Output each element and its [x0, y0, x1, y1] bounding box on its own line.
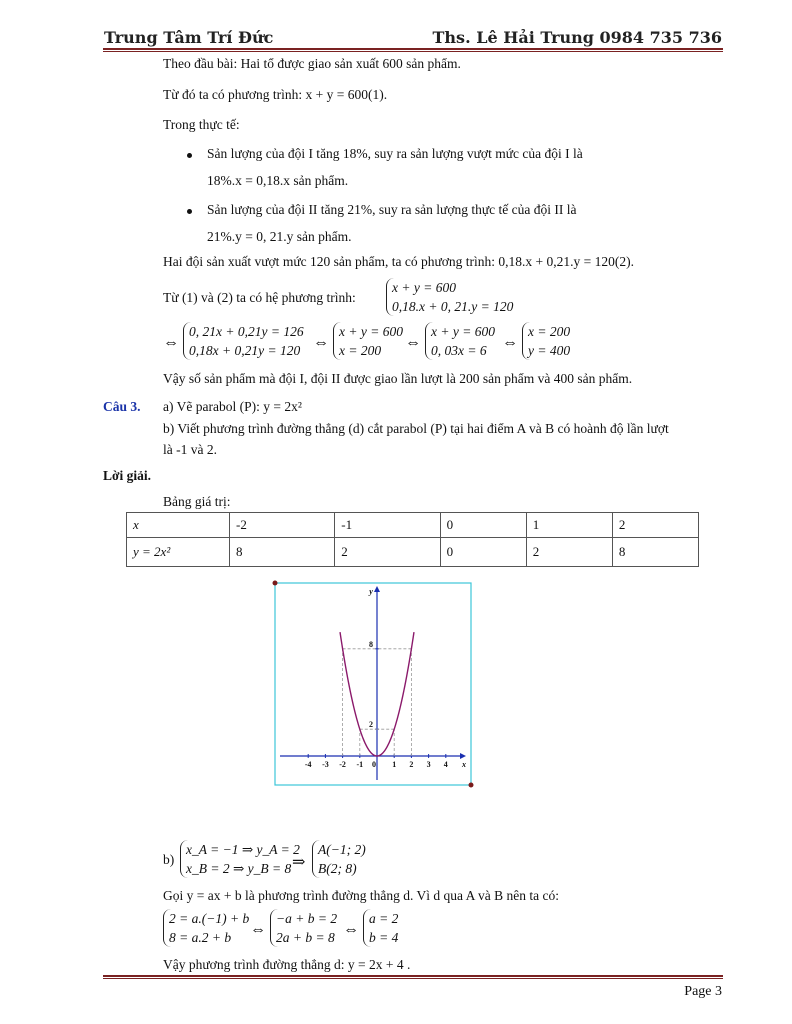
- text-line: Bảng giá trị:: [163, 494, 231, 509]
- equation-system: x + y = 600 0, 03x = 6: [425, 322, 495, 360]
- question-text: b) Viết phương trình đường thẳng (d) cắt parabol (P) tại hai điểm A và B có hoành độ lần lượt: [163, 421, 669, 436]
- text-line: Vậy phương trình đường thẳng d: y = 2x + 4 .: [163, 957, 411, 972]
- y-tick-label: 2: [369, 720, 373, 730]
- y-axis-label: y: [369, 587, 373, 596]
- bullet-text-cont: 18%.x = 0,18.x sản phẩm.: [207, 173, 349, 188]
- header-rule-thin: [103, 51, 723, 52]
- footer-rule-thin: [103, 978, 723, 979]
- equiv-symbol: ⇔: [405, 334, 421, 351]
- equation-system: x + y = 600 0,18.x + 0, 21.y = 120: [386, 278, 513, 316]
- table-cell: -2: [230, 513, 335, 538]
- text-line: Theo đầu bài: Hai tổ được giao sản xuất 600 sản phẩm.: [163, 56, 461, 71]
- equiv-symbol: ⇔: [502, 334, 518, 351]
- equiv-symbol: ⇔: [313, 334, 329, 351]
- table-cell: 0: [440, 538, 526, 567]
- equiv-symbol: ⇔: [163, 334, 179, 351]
- x-tick-label: 2: [409, 760, 414, 769]
- y-axis-arrow-icon: [374, 586, 380, 592]
- table-cell: 1: [526, 513, 612, 538]
- bullet-icon: [187, 209, 192, 214]
- x-tick-label: 0: [372, 760, 376, 769]
- parabol-graph: [272, 580, 474, 790]
- equiv-symbol: ⇔: [250, 921, 266, 938]
- equiv-symbol: ⇔: [343, 921, 359, 938]
- equation-system: −a + b = 2 2a + b = 8: [270, 909, 337, 947]
- x-tick-label: 3: [426, 760, 431, 769]
- x-tick-label: -3: [322, 760, 329, 769]
- table-row: [127, 538, 699, 567]
- text-line: Gọi y = ax + b là phương trình đường thẳng d. Vì d qua A và B nên ta có:: [163, 888, 559, 903]
- x-tick-label: -2: [339, 760, 346, 769]
- equation-system: x = 200 y = 400: [522, 322, 570, 360]
- bullet-text: Sản lượng của đội II tăng 21%, suy ra sản lượng thực tế của đội II là: [207, 202, 577, 217]
- text-line: Vậy số sản phẩm mà đội I, đội II được giao lần lượt là 200 sản phẩm và 400 sản phẩm.: [163, 371, 633, 386]
- frame-corner-marker: [469, 783, 474, 788]
- x-tick-label: 1: [392, 760, 397, 769]
- table-cell: 8: [230, 538, 335, 567]
- value-table: [126, 512, 699, 567]
- header-rule: [103, 48, 723, 50]
- bullet-icon: [187, 153, 192, 158]
- header-right: Ths. Lê Hải Trung 0984 735 736: [432, 28, 722, 47]
- bullet-text-cont: 21%.y = 0, 21.y sản phẩm.: [207, 229, 352, 244]
- table-row: [127, 513, 699, 538]
- solution-heading: Lời giải.: [103, 468, 151, 483]
- question-text: a) Vẽ parabol (P): y = 2x²: [163, 399, 302, 414]
- header-left: Trung Tâm Trí Đức: [104, 28, 274, 47]
- table-cell: 8: [612, 538, 698, 567]
- table-cell: -1: [335, 513, 440, 538]
- implies-symbol: ⇒: [292, 854, 306, 871]
- x-axis-arrow-icon: [460, 753, 466, 759]
- equation-system: x_A = −1 ⇒ y_A = 2 x_B = 2 ⇒ y_B = 8: [180, 840, 300, 878]
- frame-corner-marker: [273, 581, 278, 586]
- equation-system: 0, 21x + 0,21y = 126 0,18x + 0,21y = 120: [183, 322, 304, 360]
- x-tick-label: -1: [356, 760, 364, 769]
- table-cell: y = 2x²: [127, 538, 230, 567]
- table-cell: x: [127, 513, 230, 538]
- question-label: Câu 3.: [103, 399, 141, 414]
- bullet-text: Sản lượng của đội I tăng 18%, suy ra sản lượng vượt mức của đội I là: [207, 146, 583, 161]
- equation-system: A(−1; 2) B(2; 8): [312, 840, 366, 878]
- x-axis-label: x: [462, 760, 466, 769]
- page-number: Page 3: [684, 984, 722, 999]
- equation-system: x + y = 600 x = 200: [333, 322, 403, 360]
- table-cell: 0: [440, 513, 526, 538]
- x-tick-label: -4: [304, 760, 312, 769]
- table-cell: 2: [612, 513, 698, 538]
- table-cell: 2: [526, 538, 612, 567]
- text-line: Từ (1) và (2) ta có hệ phương trình:: [163, 290, 356, 305]
- footer-rule: [103, 975, 723, 977]
- text-line: Hai đội sản xuất vượt mức 120 sản phẩm, ta có phương trình: 0,18.x + 0,21.y = 120(2).: [163, 254, 635, 269]
- text-line: Trong thực tế:: [163, 117, 240, 132]
- text-line: b): [163, 852, 175, 867]
- text-line: Từ đó ta có phương trình: x + y = 600(1).: [163, 87, 388, 102]
- table-cell: 2: [335, 538, 440, 567]
- question-text: là -1 và 2.: [163, 442, 217, 457]
- y-tick-label: 8: [369, 639, 373, 649]
- equation-system: a = 2 b = 4: [363, 909, 398, 947]
- equation-system: 2 = a.(−1) + b 8 = a.2 + b: [163, 909, 249, 947]
- x-tick-label: 4: [443, 760, 448, 769]
